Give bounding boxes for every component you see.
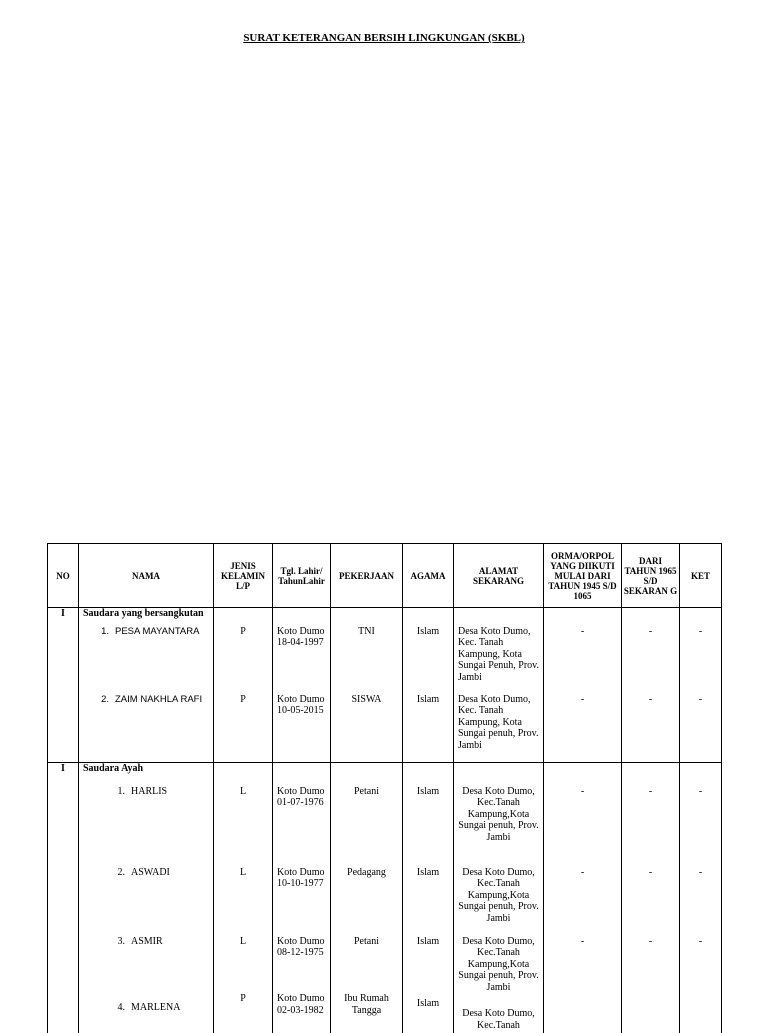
person-name: HARLIS [131, 785, 168, 797]
orma-cell: - [544, 936, 622, 994]
gender-cell: P [214, 694, 273, 763]
section-label: Saudara yang bersangkutan [79, 608, 214, 626]
period-cell: - [622, 694, 680, 763]
orma-cell [544, 993, 622, 1033]
skbl-table-container [47, 543, 722, 1033]
ket-cell: - [680, 626, 722, 694]
religion-cell: Islam [403, 694, 454, 763]
ket-cell [680, 993, 722, 1033]
header-pekerjaan: PEKERJAAN [331, 544, 403, 608]
gender-cell: L [214, 867, 273, 936]
skbl-table [47, 543, 722, 1033]
section-row [48, 763, 722, 786]
period-cell: - [622, 936, 680, 994]
ket-cell: - [680, 936, 722, 994]
gender-cell: P [214, 993, 273, 1033]
job-cell: Petani [331, 786, 403, 867]
religion-cell: Islam [403, 867, 454, 936]
person-name-cell: 2. ASWADI [79, 867, 214, 936]
table-row [48, 936, 722, 994]
orma-cell: - [544, 626, 622, 694]
address-cell: Desa Koto Dumo, Kec. Tanah Kampung, Kota Sungai Penuh, Prov. Jambi [454, 626, 544, 694]
religion-cell: Islam [403, 786, 454, 867]
table-header-row [48, 544, 722, 608]
table-row [48, 626, 722, 694]
table-row [48, 694, 722, 763]
ket-cell: - [680, 694, 722, 763]
person-name: MARLENA [131, 1002, 181, 1013]
header-no: NO [48, 544, 79, 608]
gender-cell: P [214, 626, 273, 694]
birth-cell: Koto Dumo 18-04-1997 [273, 626, 331, 694]
header-jenis-kelamin: JENIS KELAMIN L/P [214, 544, 273, 608]
religion-cell: Islam [403, 626, 454, 694]
period-cell: - [622, 626, 680, 694]
birth-cell: Koto Dumo 02-03-1982 [273, 993, 331, 1033]
person-name-cell: 1. HARLIS [79, 786, 214, 867]
document-title: SURAT KETERANGAN BERSIH LINGKUNGAN (SKBL) [243, 32, 525, 44]
header-nama: NAMA [79, 544, 214, 608]
birth-cell: Koto Dumo 08-12-1975 [273, 936, 331, 994]
period-cell [622, 993, 680, 1033]
address-cell: Desa Koto Dumo, Kec.Tanah [454, 993, 544, 1033]
header-ket: KET [680, 544, 722, 608]
header-agama: AGAMA [403, 544, 454, 608]
person-name-cell: 3. ASMIR [79, 936, 214, 994]
gender-cell: L [214, 786, 273, 867]
section-number: I [48, 763, 79, 786]
period-cell: - [622, 867, 680, 936]
header-tgl-lahir: Tgl. Lahir/ TahunLahir [273, 544, 331, 608]
person-name: ASMIR [131, 935, 163, 947]
address-cell: Desa Koto Dumo, Kec. Tanah Kampung, Kota Sungai penuh, Prov. Jambi [454, 694, 544, 763]
person-name-cell: 2. ZAIM NAKHLA RAFI [79, 694, 214, 763]
address-cell: Desa Koto Dumo, Kec.Tanah Kampung,Kota Sungai penuh, Prov. Jambi [454, 867, 544, 936]
section-row [48, 608, 722, 626]
header-alamat: ALAMAT SEKARANG [454, 544, 544, 608]
ket-cell: - [680, 786, 722, 867]
job-cell: TNI [331, 626, 403, 694]
job-cell: SISWA [331, 694, 403, 763]
table-row [48, 867, 722, 936]
table-row [48, 786, 722, 867]
period-cell: - [622, 786, 680, 867]
job-cell: Pedagang [331, 867, 403, 936]
header-dari-tahun: DARI TAHUN 1965 S/D SEKARAN G [622, 544, 680, 608]
job-cell: Ibu Rumah Tangga [331, 993, 403, 1033]
section-label: Saudara Ayah [79, 763, 214, 786]
birth-cell: Koto Dumo 10-05-2015 [273, 694, 331, 763]
person-name: PESA MAYANTARA [115, 625, 200, 637]
header-orma: ORMA/ORPOL YANG DIIKUTI MULAI DARI TAHUN 1945 S/D 1065 [544, 544, 622, 608]
gender-cell: L [214, 936, 273, 994]
person-name-cell: 1. PESA MAYANTARA [79, 626, 214, 694]
job-cell: Petani [331, 936, 403, 994]
person-name: ZAIM NAKHLA RAFI [115, 693, 203, 705]
religion-cell: Islam [403, 993, 454, 1033]
religion-cell: Islam [403, 936, 454, 994]
person-name-cell: 4. MARLENA [79, 993, 214, 1033]
person-name: ASWADI [131, 866, 170, 878]
ket-cell: - [680, 867, 722, 936]
birth-cell: Koto Dumo 01-07-1976 [273, 786, 331, 867]
orma-cell: - [544, 694, 622, 763]
address-cell: Desa Koto Dumo, Kec.Tanah Kampung,Kota Sungai penuh, Prov. Jambi [454, 786, 544, 867]
birth-cell: Koto Dumo 10-10-1977 [273, 867, 331, 936]
orma-cell: - [544, 786, 622, 867]
table-row [48, 993, 722, 1033]
orma-cell: - [544, 867, 622, 936]
section-number: I [48, 608, 79, 626]
address-cell: Desa Koto Dumo, Kec.Tanah Kampung,Kota Sungai penuh, Prov. Jambi [454, 936, 544, 994]
